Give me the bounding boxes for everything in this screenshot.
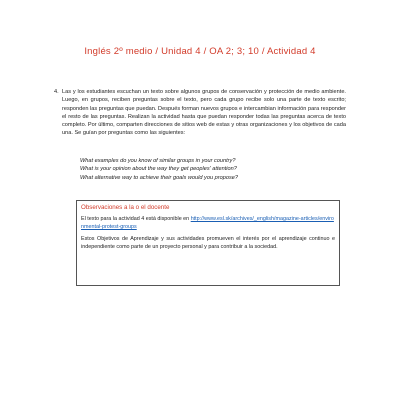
question-list [80, 157, 350, 182]
teacher-notes-box [76, 200, 340, 286]
teacher-notes-intro [81, 215, 335, 231]
question-1: What examples do you know of similar groups in your country? [80, 158, 236, 164]
teacher-notes-paragraph: Estos Objetivos de Aprendizaje y sus actividades promueven el interés por el aprendizaje continuo e independiente como parte de un proyecto personal y para contribuir a la sociedad. [81, 236, 335, 250]
teacher-notes-title: Observaciones a la o el docente [81, 204, 170, 211]
resource-link[interactable]: http://www.esl.sk/archives/_english/magazine-articles/environmental-protest-groups [81, 216, 334, 230]
page-header: Inglés 2º medio / Unidad 4 / OA 2; 3; 10 / Actividad 4 [84, 46, 316, 57]
question-3: What alternative way to achieve their goals would you propose? [80, 174, 238, 181]
item-text: Las y los estudiantes escuchan un texto sobre algunos grupos de conservación y protección de medio ambiente. Luego, en grupos, reciben preguntas sobre el texto, pero cada grupo recibe solo una parte de texto escrito; responden las preguntas que puedan. Después forman nuevos grupos e intercambian información para responder el resto de las preguntas. Realizan la actividad hasta que puedan responder todas las preguntas acerca de texto completo. Por último, comparten direcciones de sitios web de estas y otras organizaciones y los objetivos de cada una. Se guían por preguntas como las siguientes: [62, 89, 346, 137]
intro-text: El texto para la actividad 4 está disponible en [81, 216, 190, 222]
item-number: 4. [54, 89, 59, 95]
question-2: What is your opinion about the way they get peoples' attention? [80, 166, 237, 173]
activity-item [54, 88, 346, 138]
